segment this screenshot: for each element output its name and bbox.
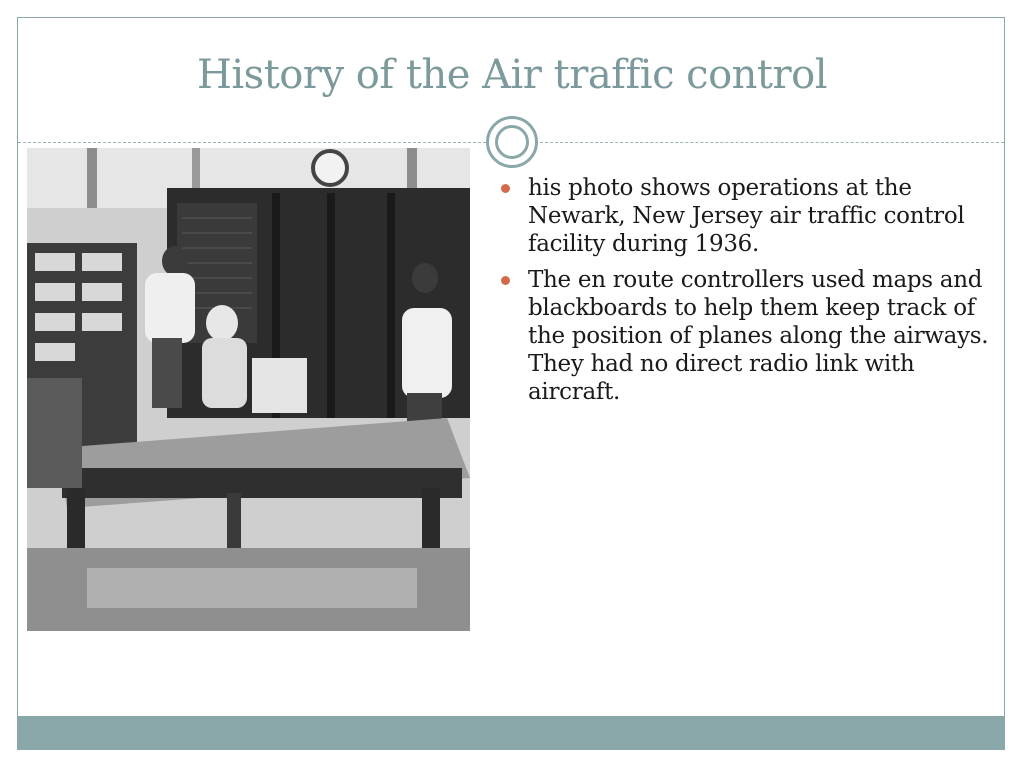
photo-illustration xyxy=(27,148,470,631)
bullet-text: The en route controllers used maps and blackboards to help them keep track of the position of planes along the airways. They had no direct radio link with aircraft. xyxy=(528,267,989,405)
bullet-item xyxy=(498,174,998,258)
bullet-dot-icon xyxy=(501,184,510,193)
bullet-text: his photo shows operations at the Newark, New Jersey air traffic control facility during 1936. xyxy=(528,175,965,257)
title-divider-right xyxy=(540,142,1004,143)
title-divider-left xyxy=(18,142,486,143)
divider-ring-inner xyxy=(495,125,529,159)
bullet-list xyxy=(498,174,998,414)
bullet-item xyxy=(498,266,998,406)
slide-title: History of the Air traffic control xyxy=(196,52,827,98)
footer-bar xyxy=(17,716,1005,750)
historic-photo xyxy=(27,148,470,631)
divider-ring-ornament xyxy=(486,116,538,168)
bullet-dot-icon xyxy=(501,276,510,285)
